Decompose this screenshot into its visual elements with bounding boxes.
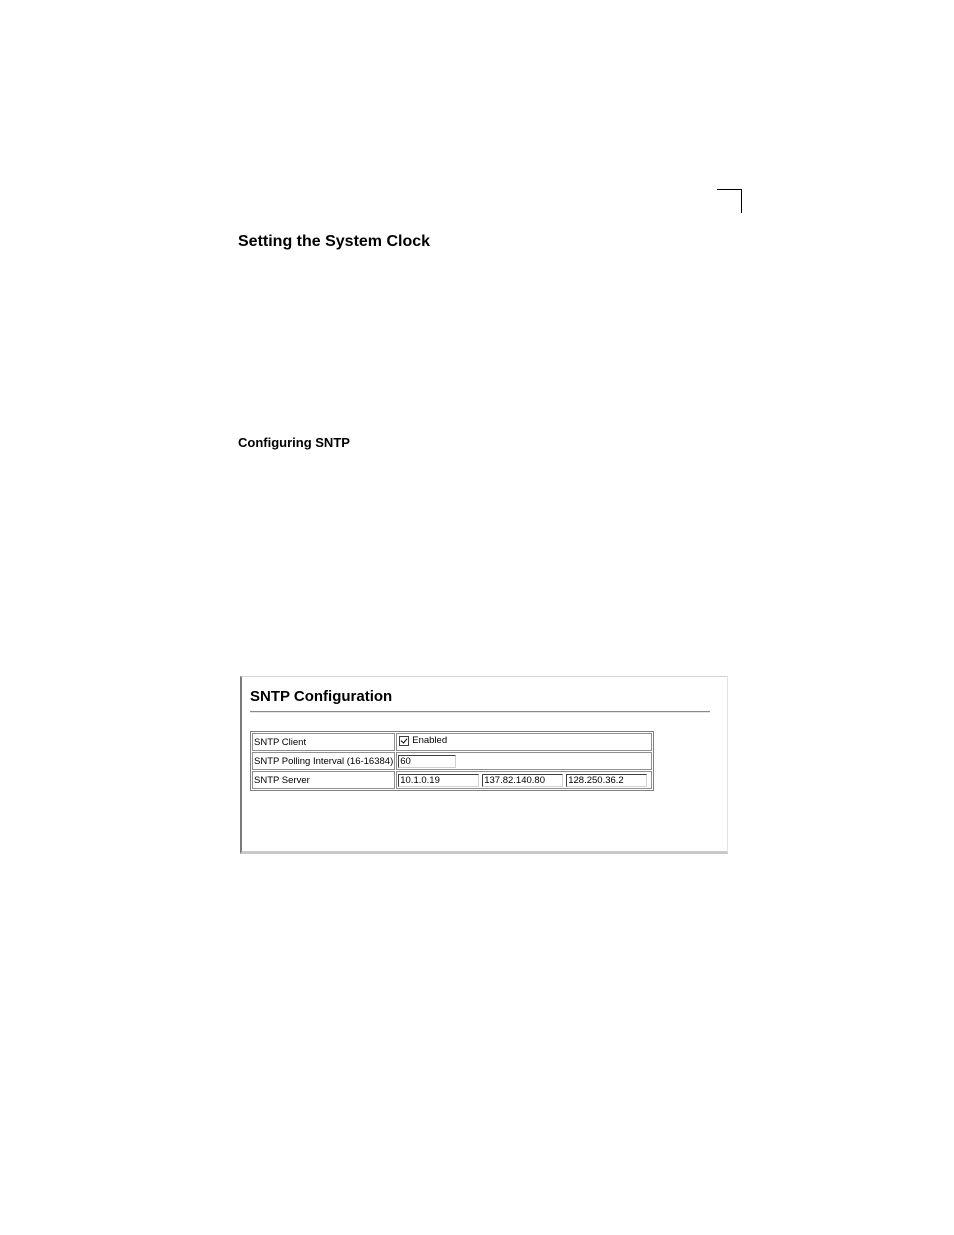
sntp-config-table	[250, 731, 654, 791]
row-sntp-server	[252, 771, 652, 789]
checkbox-label: Enabled	[412, 735, 448, 747]
title-divider	[250, 711, 710, 713]
sntp-server-2-input[interactable]	[482, 774, 563, 787]
panel-title: SNTP Configuration	[250, 688, 393, 705]
sntp-server-cell	[396, 771, 652, 789]
row-polling-interval	[252, 752, 652, 770]
polling-interval-input[interactable]	[398, 755, 456, 768]
sntp-client-label: SNTP Client	[252, 733, 395, 751]
checkbox-checked-icon[interactable]	[399, 736, 409, 746]
section-title: Setting the System Clock	[238, 233, 431, 250]
subsection-title: Configuring SNTP	[238, 435, 350, 450]
sntp-server-3-input[interactable]	[566, 774, 647, 787]
page-corner-mark	[717, 189, 742, 213]
row-sntp-client	[252, 733, 652, 751]
sntp-server-label: SNTP Server	[252, 771, 395, 789]
sntp-configuration-screenshot	[240, 676, 728, 854]
sntp-server-1-input[interactable]	[398, 774, 479, 787]
polling-interval-label: SNTP Polling Interval (16-16384)	[252, 752, 395, 770]
sntp-client-enabled-checkbox[interactable]	[398, 735, 447, 746]
sntp-client-cell	[396, 733, 652, 751]
polling-interval-cell	[396, 752, 652, 770]
